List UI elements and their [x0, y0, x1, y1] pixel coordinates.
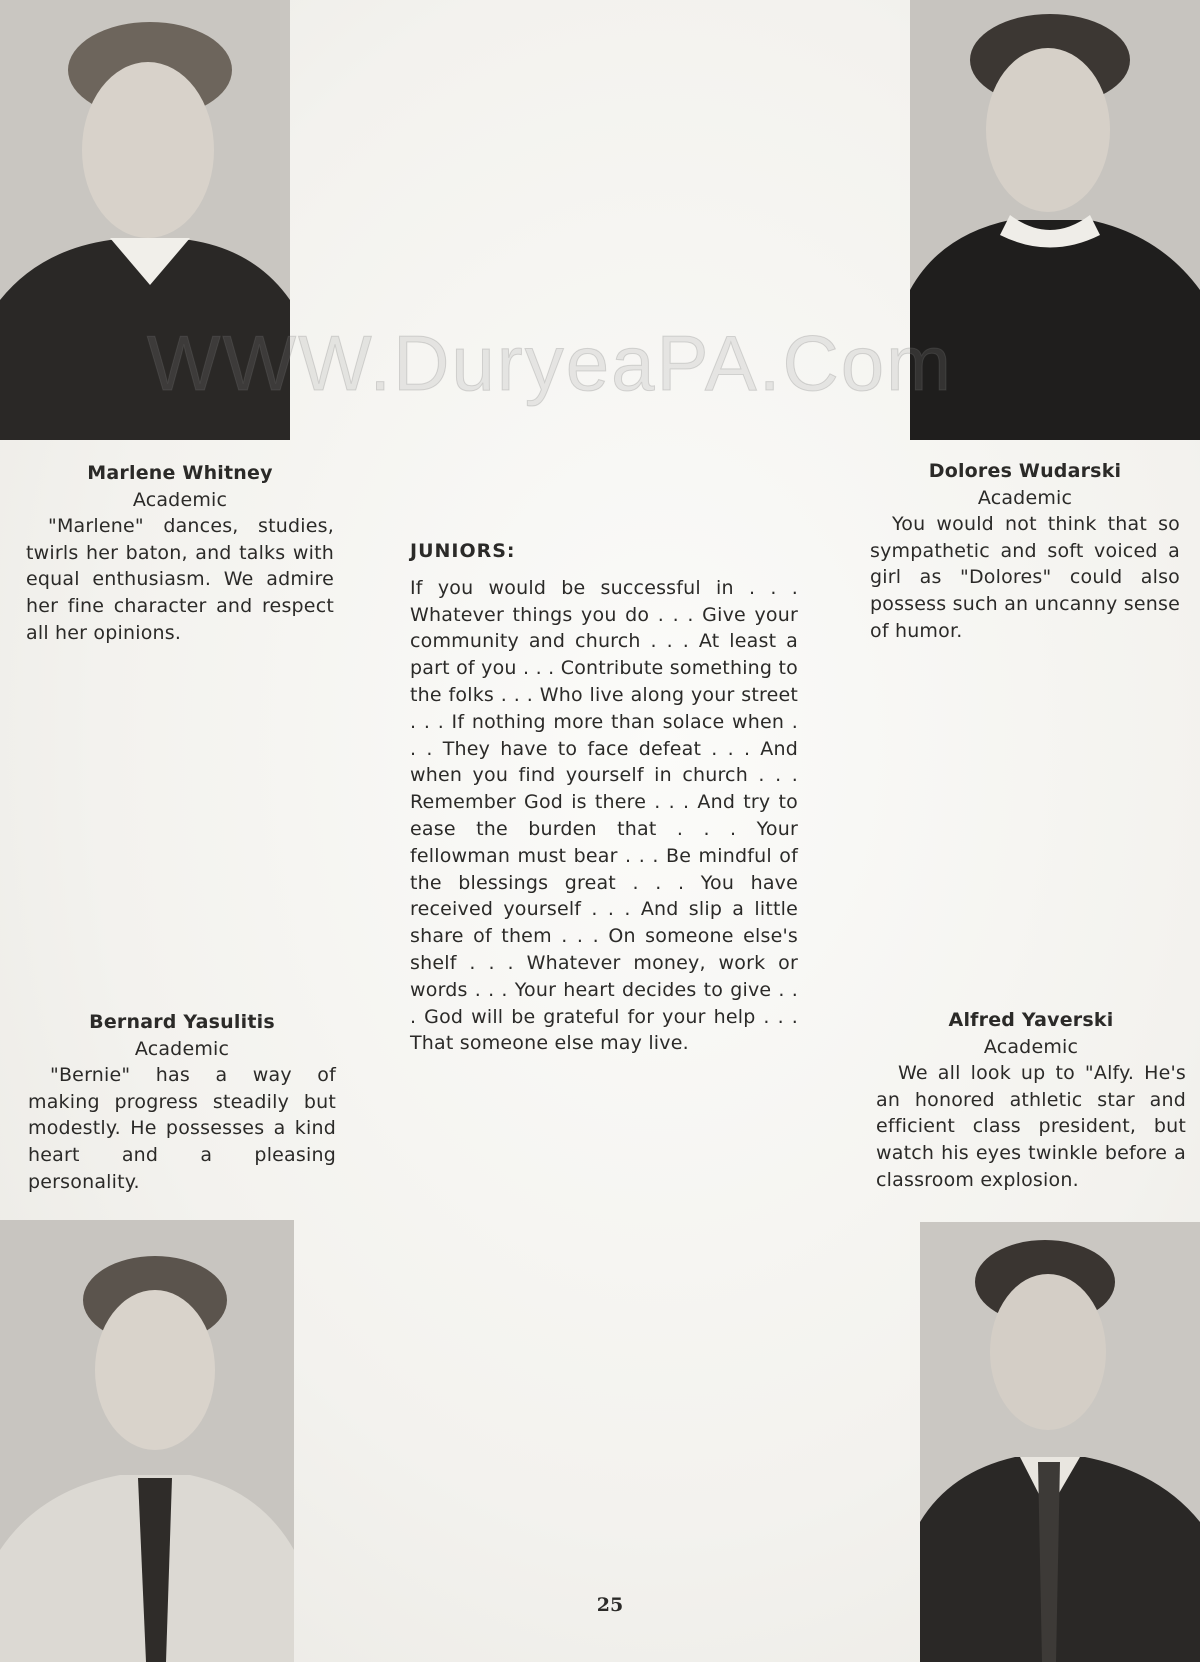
bio-marlene-whitney [26, 460, 334, 646]
bio-bernard-yasulitis [28, 1009, 336, 1195]
student-bio: "Bernie" has a way of making progress steadily but modestly. He possesses a kind heart and a pleasing personality. [28, 1064, 336, 1193]
page-number: 25 [596, 1594, 624, 1616]
student-name: Bernard Yasulitis [89, 1011, 275, 1033]
student-course: Academic [132, 488, 228, 511]
student-bio: "Marlene" dances, studies, twirls her baton, and talks with equal enthusiasm. We admire her fine character and respect all her opinions. [26, 515, 334, 644]
student-course: Academic [134, 1037, 230, 1060]
poem-heading: JUNIORS: [410, 540, 516, 562]
photo-alfred-yaverski [920, 1222, 1200, 1662]
photo-dolores-wudarski [910, 0, 1200, 440]
poem-text: If you would be successful in . . . Whatever things you do . . . Give your community and church . . . At least a part of you . . . Contribute something to the folks . . . Who live along your street . . . If nothing more than solace when . . . They have to face defeat . . . And when you find yourself in church . . . Remember God is there . . . And try to ease the burden that . . . Your fellowman must bear . . . Be mindful of the blessings great . . . You have received yourself . . . And slip a little share of them . . . On someone else's shelf . . . Whatever money, work or words . . . Your heart decides to give . . . God will be grateful for your help . . . That someone else may live. [410, 576, 798, 1055]
student-name: Dolores Wudarski [928, 460, 1122, 482]
student-name: Marlene Whitney [87, 462, 273, 484]
student-name: Alfred Yaverski [948, 1009, 1114, 1031]
juniors-poem [410, 538, 798, 1057]
student-bio: We all look up to "Alfy. He's an honored athletic star and efficient class president, but watch his eyes twinkle before a classroom explosion. [876, 1062, 1186, 1191]
photo-marlene-whitney [0, 0, 290, 440]
photo-bernard-yasulitis [0, 1220, 294, 1662]
student-bio: You would not think that so sympathetic and soft voiced a girl as "Dolores" could also possess such an uncanny sense of humor. [870, 513, 1180, 642]
watermark: WWW.DuryeaPA.Com [146, 319, 954, 407]
bio-alfred-yaverski [876, 1007, 1186, 1193]
student-course: Academic [983, 1035, 1079, 1058]
student-course: Academic [977, 486, 1073, 509]
bio-dolores-wudarski [870, 458, 1180, 644]
